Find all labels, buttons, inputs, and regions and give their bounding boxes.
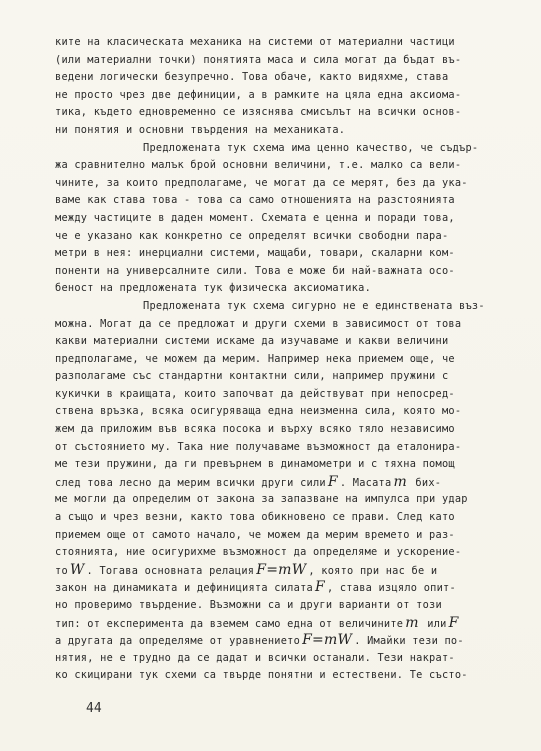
- text-line: [55, 368, 530, 386]
- text-segment: ни понятия и основни твърдения на механиката.: [55, 123, 346, 136]
- text-line: [55, 280, 530, 298]
- text-segment: кукички в краищата, които започват да действуват при непосред-: [55, 387, 455, 400]
- handwritten-symbol: m: [405, 614, 419, 631]
- text-segment: можна. Могат да се предложат и други схеми в зависимост от това: [55, 317, 462, 330]
- handwritten-symbol: F: [314, 579, 325, 596]
- text-line: [55, 527, 530, 545]
- text-line: [55, 562, 530, 580]
- text-line: [55, 157, 530, 175]
- text-segment: . Тогава основната релация: [86, 564, 255, 577]
- text-segment: какви материални системи искаме да изучаваме и какви величини: [55, 335, 449, 348]
- text-segment: Предложената тук схема има ценно качество, че съдър-: [143, 141, 479, 154]
- text-segment: бих-: [408, 476, 442, 489]
- text-segment: жем да приложим във всяка посока и върху всяко тяло независимо: [55, 423, 455, 436]
- text-line: [55, 228, 530, 246]
- text-segment: беност на предложената тук физическа аксиоматика.: [55, 282, 372, 295]
- text-segment: или: [420, 617, 447, 630]
- text-segment: между частиците в даден момент. Схемата е ценна и поради това,: [55, 211, 455, 224]
- handwritten-symbol: F=mW: [256, 561, 307, 578]
- text-line: [55, 667, 530, 685]
- text-segment: . Масата: [339, 476, 392, 489]
- text-line: [55, 175, 530, 193]
- text-segment: ствена връзка, всяка осигуряваща една неизменна сила, която мо-: [55, 405, 462, 418]
- handwritten-symbol: m: [393, 473, 407, 490]
- text-line: [55, 69, 530, 87]
- text-line: [55, 579, 530, 597]
- text-line: [55, 245, 530, 263]
- text-segment: приемем още от самото начало, че можем да мерим времето и раз-: [55, 528, 455, 541]
- text-line: [55, 544, 530, 562]
- body-text: [55, 34, 530, 685]
- text-line: [55, 650, 530, 668]
- text-segment: ведени логически безупречно. Това обаче, както видяхме, става: [55, 71, 449, 84]
- text-segment: закон на динамиката и дефиницията силата: [55, 582, 313, 595]
- text-line: [55, 615, 530, 633]
- text-segment: след това лесно да мерим всички други сили: [55, 476, 326, 489]
- text-segment: а другата да определяме от уравнението: [55, 635, 301, 648]
- text-line: [55, 491, 530, 509]
- text-segment: . Имайки тези по-: [354, 635, 464, 648]
- text-segment: от състоянието му. Така ние получаваме възможност да еталонира-: [55, 440, 462, 453]
- text-segment: , става изцяло опит-: [326, 582, 456, 595]
- text-line: [55, 192, 530, 210]
- text-line: [55, 403, 530, 421]
- text-segment: не просто чрез две дефиниции, а в рамките на цяла една аксиома-: [55, 88, 462, 101]
- text-segment: чините, за които предполагаме, че могат да се мерят, без да ука-: [55, 176, 468, 189]
- text-segment: тика, където едновременно се изяснява смисълът на всички основ-: [55, 106, 462, 119]
- handwritten-symbol: F: [327, 473, 338, 490]
- text-line: [55, 421, 530, 439]
- text-line: [55, 474, 530, 492]
- text-segment: ме тези пружини, да ги превърнем в динамометри и с тяхна помощ: [55, 458, 455, 471]
- text-segment: поненти на универсалните сили. Това е може би най-важната осо-: [55, 264, 455, 277]
- text-segment: то: [55, 564, 68, 577]
- text-segment: Предложената тук схема сигурно не е единствената въз-: [143, 299, 485, 312]
- text-line: [55, 597, 530, 615]
- handwritten-symbol: W: [69, 561, 85, 578]
- text-line: [55, 386, 530, 404]
- text-segment: ко скицирани тук схеми са твърде понятни и естествени. Те състо-: [55, 669, 468, 682]
- text-line: [55, 87, 530, 105]
- text-segment: разполагаме със стандартни контактни сили, например пружини с: [55, 370, 449, 383]
- text-line: [55, 263, 530, 281]
- text-line: [55, 439, 530, 457]
- text-line: [55, 210, 530, 228]
- text-line: [55, 632, 530, 650]
- text-line: [55, 34, 530, 52]
- text-segment: предполагаме, че можем да мерим. Например нека приемем още, че: [55, 352, 455, 365]
- text-line: [55, 509, 530, 527]
- text-segment: метри в нея: инерциални системи, мащаби, товари, скаларни ком-: [55, 247, 455, 260]
- text-line: [55, 351, 530, 369]
- text-line: [55, 140, 530, 158]
- text-segment: а също и чрез везни, както това обикновено се прави. След като: [55, 511, 455, 524]
- text-line: [55, 333, 530, 351]
- text-line: [55, 456, 530, 474]
- text-line: [55, 122, 530, 140]
- text-segment: ме могли да определим от закона за запазване на импулса при удар: [55, 493, 468, 506]
- text-segment: , която при нас бе и: [308, 564, 438, 577]
- text-line: [55, 316, 530, 334]
- text-segment: тип: от експеримента да вземем само една от величините: [55, 617, 404, 630]
- text-line: [55, 298, 530, 316]
- text-segment: но проверимо твърдение. Възможни са и други варианти от този: [55, 599, 442, 611]
- text-segment: ваме как става това - това са само отношенията на разстоянията: [55, 194, 455, 207]
- text-segment: ките на класическата механика на системи от материални частици: [55, 36, 455, 48]
- text-segment: (или материални точки) понятията маса и сила могат да бъдат въ-: [55, 53, 462, 66]
- text-segment: че е указано как конкретно се определят всички свободни пара-: [55, 229, 449, 242]
- text-segment: жа сравнително малък брой основни величини, т.е. малко са вели-: [55, 159, 462, 172]
- text-line: [55, 104, 530, 122]
- handwritten-symbol: F=mW: [302, 632, 353, 649]
- handwritten-symbol: F: [448, 614, 459, 631]
- text-line: [55, 52, 530, 70]
- text-segment: стоянията, ние осигурихме възможност да определяме и ускорение-: [55, 546, 462, 559]
- page-number: 44: [86, 701, 102, 716]
- text-segment: нятия, не е трудно да се дадат и всички останали. Тези накрат-: [55, 651, 455, 664]
